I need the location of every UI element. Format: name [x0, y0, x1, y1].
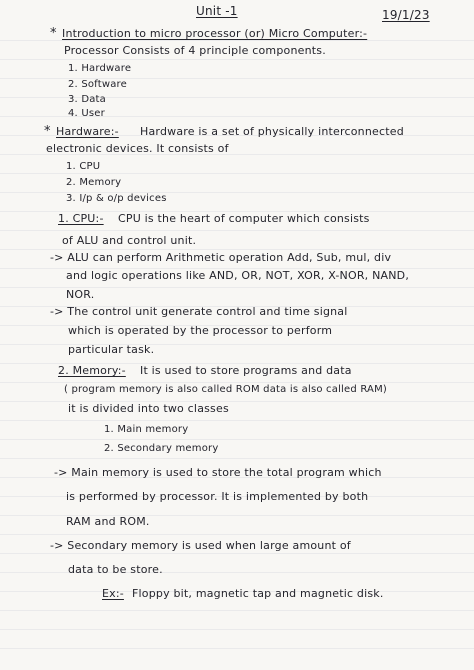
memory-label: 2. Memory:- — [58, 364, 126, 377]
secondary-memory-line-1: -> Secondary memory is used when large amount of — [50, 539, 351, 552]
ruled-line — [0, 382, 474, 383]
ruled-line — [0, 230, 474, 231]
intro-item: 1. Hardware — [68, 63, 132, 74]
ruled-line — [0, 40, 474, 41]
ruled-line — [0, 629, 474, 630]
memory-class-item: 2. Secondary memory — [104, 443, 219, 454]
hardware-item: 3. I/p & o/p devices — [66, 193, 167, 204]
memory-line-3: it is divided into two classes — [68, 402, 229, 415]
cpu-label: 1. CPU:- — [58, 212, 104, 225]
example-text: Floppy bit, magnetic tap and magnetic disk. — [132, 587, 384, 600]
hardware-line-1: Hardware is a set of physically interconnected — [140, 125, 404, 138]
alu-line-3: NOR. — [66, 288, 95, 301]
ruled-line — [0, 553, 474, 554]
page-title: Unit -1 — [196, 4, 238, 18]
ruled-line — [0, 59, 474, 60]
intro-item: 4. User — [68, 108, 105, 119]
intro-item: 2. Software — [68, 79, 128, 90]
example-label: Ex:- — [102, 587, 124, 600]
hardware-item: 2. Memory — [66, 177, 122, 188]
ruled-line — [0, 648, 474, 649]
intro-item: 3. Data — [68, 94, 106, 105]
cpu-line-2: of ALU and control unit. — [62, 234, 197, 247]
memory-line-1: It is used to store programs and data — [140, 364, 352, 377]
intro-marker: * — [50, 26, 57, 41]
ruled-line — [0, 534, 474, 535]
alu-line-1: -> ALU can perform Arithmetic operation Add, Sub, mul, div — [50, 251, 392, 264]
main-memory-line-1: -> Main memory is used to store the total program which — [54, 466, 382, 479]
ruled-line — [0, 610, 474, 611]
intro-line-1: Processor Consists of 4 principle components. — [64, 44, 326, 57]
hardware-item: 1. CPU — [66, 161, 101, 172]
main-memory-line-3: RAM and ROM. — [66, 515, 150, 528]
secondary-memory-line-2: data to be store. — [68, 563, 163, 576]
hardware-line-2: electronic devices. It consists of — [46, 142, 229, 155]
cu-line-2: which is operated by the processor to perform — [68, 324, 333, 337]
cpu-line-1: CPU is the heart of computer which consists — [118, 212, 370, 225]
intro-heading: Introduction to micro processor (or) Micro Computer:- — [62, 27, 368, 40]
ruled-line — [0, 458, 474, 459]
memory-line-2: ( program memory is also called ROM data is also called RAM) — [64, 384, 388, 395]
ruled-line — [0, 249, 474, 250]
alu-line-2: and logic operations like AND, OR, NOT, XOR, X-NOR, NAND, — [66, 269, 410, 282]
main-memory-line-2: is performed by processor. It is implemented by both — [66, 490, 369, 503]
ruled-line — [0, 173, 474, 174]
hardware-label: Hardware:- — [56, 125, 119, 138]
cu-line-1: -> The control unit generate control and time signal — [50, 305, 348, 318]
cu-line-3: particular task. — [68, 343, 155, 356]
memory-class-item: 1. Main memory — [104, 424, 189, 435]
page-date: 19/1/23 — [382, 8, 430, 22]
ruled-line — [0, 420, 474, 421]
ruled-line — [0, 439, 474, 440]
hardware-marker: * — [44, 124, 51, 139]
